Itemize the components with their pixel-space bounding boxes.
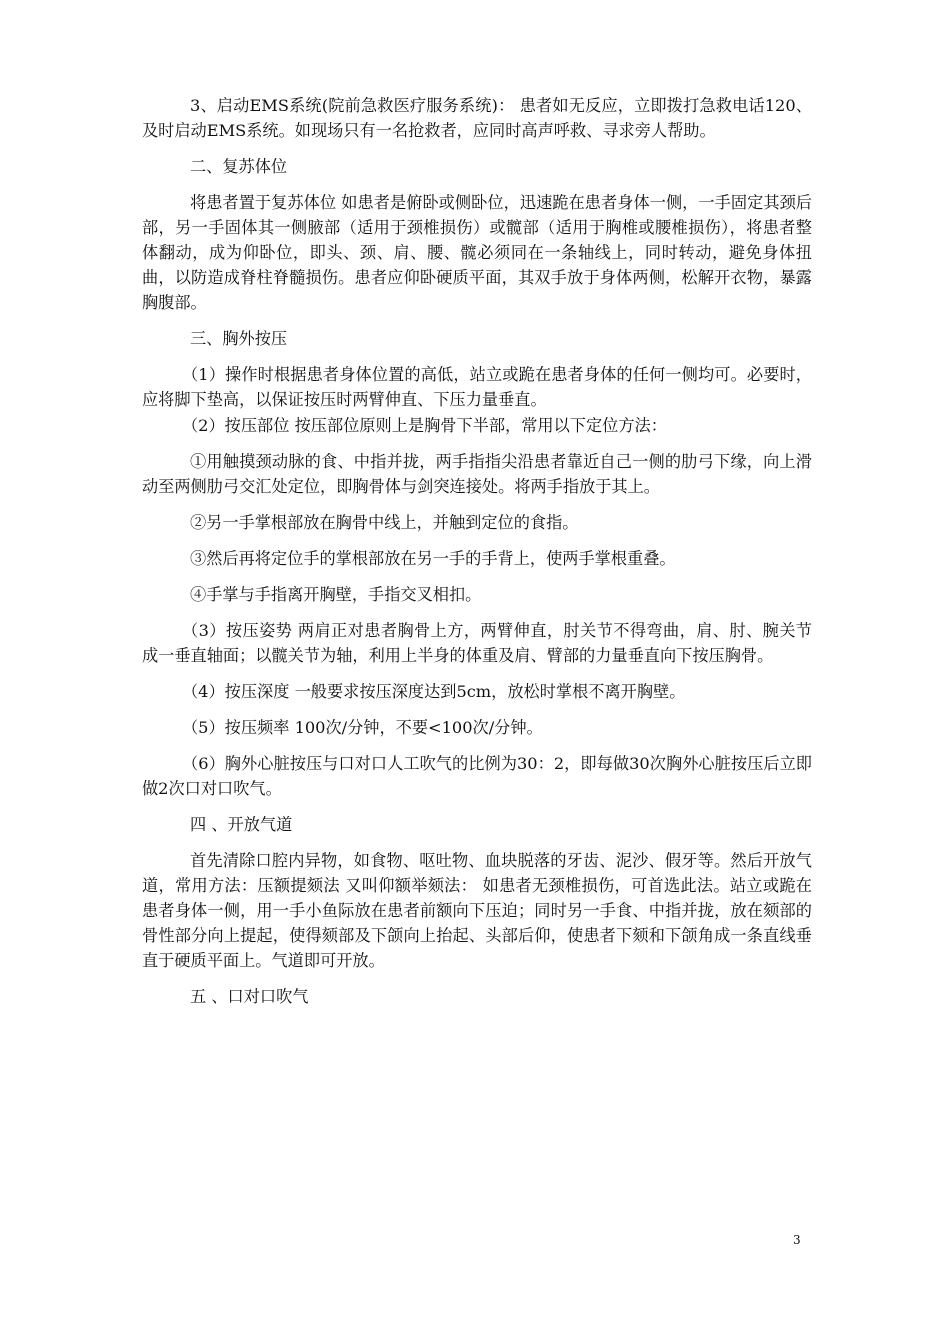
document-body [142,93,812,1020]
section-heading-open-airway: 四 、开放气道 [190,815,293,834]
paragraph-locate-step-1: ①用触摸颈动脉的食、中指并拢，两手指指尖沿患者靠近自己一侧的肋弓下缘，向上滑动至两侧肋弓交汇处定位，即胸骨体与剑突连接处。将两手指放于其上。 [142,452,812,496]
paragraph-recovery-position: 将患者置于复苏体位 如患者是俯卧或侧卧位，迅速跪在患者身体一侧，一手固定其颈后部，另一手固体其一侧腋部（适用于颈椎损伤）或髋部（适用于胸椎或腰椎损伤），将患者整体翻动，成为仰卧位，即头、颈、肩、腰、髋必须同在一条轴线上，同时转动，避免身体扭曲，以防造成脊柱脊髓损伤。患者应仰卧硬质平面，其双手放于身体两侧，松解开衣物，暴露胸腹部。 [142,193,812,312]
paragraph-compression-6: （6）胸外心脏按压与口对口人工吹气的比例为30：2，即每做30次胸外心脏按压后立即做2次口对口吹气。 [142,754,812,798]
section-heading-chest-compression: 三、胸外按压 [190,329,288,348]
paragraph-compression-5: （5）按压频率 100次/分钟，不要<100次/分钟。 [182,718,543,737]
paragraph-ems: 3、启动EMS系统(院前急救医疗服务系统)： 患者如无反应，立即拨打急救电话120、及时启动EMS系统。如现场只有一名抢救者，应同时高声呼救、寻求旁人帮助。 [142,96,812,140]
paragraph-locate-step-2: ②另一手掌根部放在胸骨中线上，并触到定位的食指。 [190,513,579,532]
section-heading-recovery-position: 二、复苏体位 [190,157,288,176]
section-heading-mouth-to-mouth: 五 、口对口吹气 [190,987,309,1006]
paragraph-compression-2: （2）按压部位 按压部位原则上是胸骨下半部，常用以下定位方法： [182,416,667,435]
paragraph-locate-step-3: ③然后再将定位手的掌根部放在另一手的手背上，使两手掌根重叠。 [190,549,676,568]
page-number: 3 [793,1233,801,1247]
paragraph-locate-step-4: ④手掌与手指离开胸壁，手指交叉相扣。 [190,585,482,604]
paragraph-open-airway: 首先清除口腔内异物，如食物、呕吐物、血块脱落的牙齿、泥沙、假牙等。然后开放气道，常用方法：压额提颏法 又叫仰额举颏法： 如患者无颈椎损伤，可首选此法。站立或跪在患者身体一侧，用一手小鱼际放在患者前额向下压迫；同时另一手食、中指并拢，放在颏部的骨性部分向上提起，使得颏部及下颌向上抬起、头部后仰，使患者下颏和下颌角成一条直线垂直于硬质平面上。气道即可开放。 [142,851,812,970]
paragraph-compression-4: （4）按压深度 一般要求按压深度达到5cm，放松时掌根不离开胸壁。 [182,682,686,701]
paragraph-compression-1: （1）操作时根据患者身体位置的高低，站立或跪在患者身体的任何一侧均可。必要时，应将脚下垫高，以保证按压时两臂伸直、下压力量垂直。 [142,365,812,409]
paragraph-compression-3: （3）按压姿势 两肩正对患者胸骨上方，两臂伸直，肘关节不得弯曲，肩、肘、腕关节成一垂直轴面；以髋关节为轴，利用上半身的体重及肩、臂部的力量垂直向下按压胸骨。 [142,621,812,665]
